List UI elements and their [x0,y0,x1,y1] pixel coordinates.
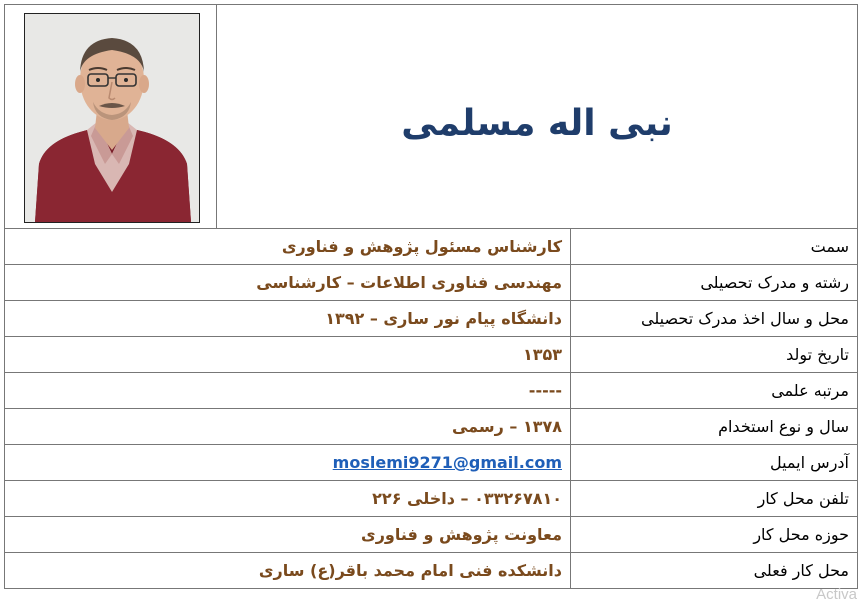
table-row [5,301,858,337]
birth-date-value: ۱۳۵۳ [5,337,571,373]
table-row [5,229,858,265]
degree-value: مهندسی فناوری اطلاعات – کارشناسی [5,265,571,301]
person-portrait-image [25,14,199,222]
table-row [5,409,858,445]
table-row [5,553,858,589]
activation-watermark: Activa [816,586,857,603]
degree-place-label: محل و سال اخذ مدرک تحصیلی [571,301,858,337]
person-name: نبی اله مسلمی [401,102,673,144]
employment-label: سال و نوع استخدام [571,409,858,445]
position-value: کارشناس مسئول پژوهش و فناوری [5,229,571,265]
table-row [5,517,858,553]
photo-cell [5,5,217,229]
academic-rank-value: ----- [5,373,571,409]
current-workplace-value: دانشکده فنی امام محمد باقر(ع) ساری [5,553,571,589]
info-table [4,228,858,589]
email-label: آدرس ایمیل [571,445,858,481]
table-row [5,373,858,409]
table-row [5,445,858,481]
work-phone-value: ۰۳۳۲۶۷۸۱۰ – داخلی ۲۲۶ [5,481,571,517]
profile-photo [24,13,200,223]
table-row [5,481,858,517]
academic-rank-label: مرتبه علمی [571,373,858,409]
email-value-cell [5,445,571,481]
profile-card [4,4,858,594]
email-link[interactable]: moslemi9271@gmail.com [332,453,562,472]
work-area-value: معاونت پژوهش و فناوری [5,517,571,553]
current-workplace-label: محل کار فعلی [571,553,858,589]
birth-date-label: تاریخ تولد [571,337,858,373]
degree-label: رشته و مدرک تحصیلی [571,265,858,301]
table-row [5,265,858,301]
work-phone-label: تلفن محل کار [571,481,858,517]
position-label: سمت [571,229,858,265]
profile-header [4,4,858,229]
work-area-label: حوزه محل کار [571,517,858,553]
degree-place-value: دانشگاه پیام نور ساری – ۱۳۹۲ [5,301,571,337]
table-row [5,337,858,373]
employment-value: ۱۳۷۸ – رسمی [5,409,571,445]
